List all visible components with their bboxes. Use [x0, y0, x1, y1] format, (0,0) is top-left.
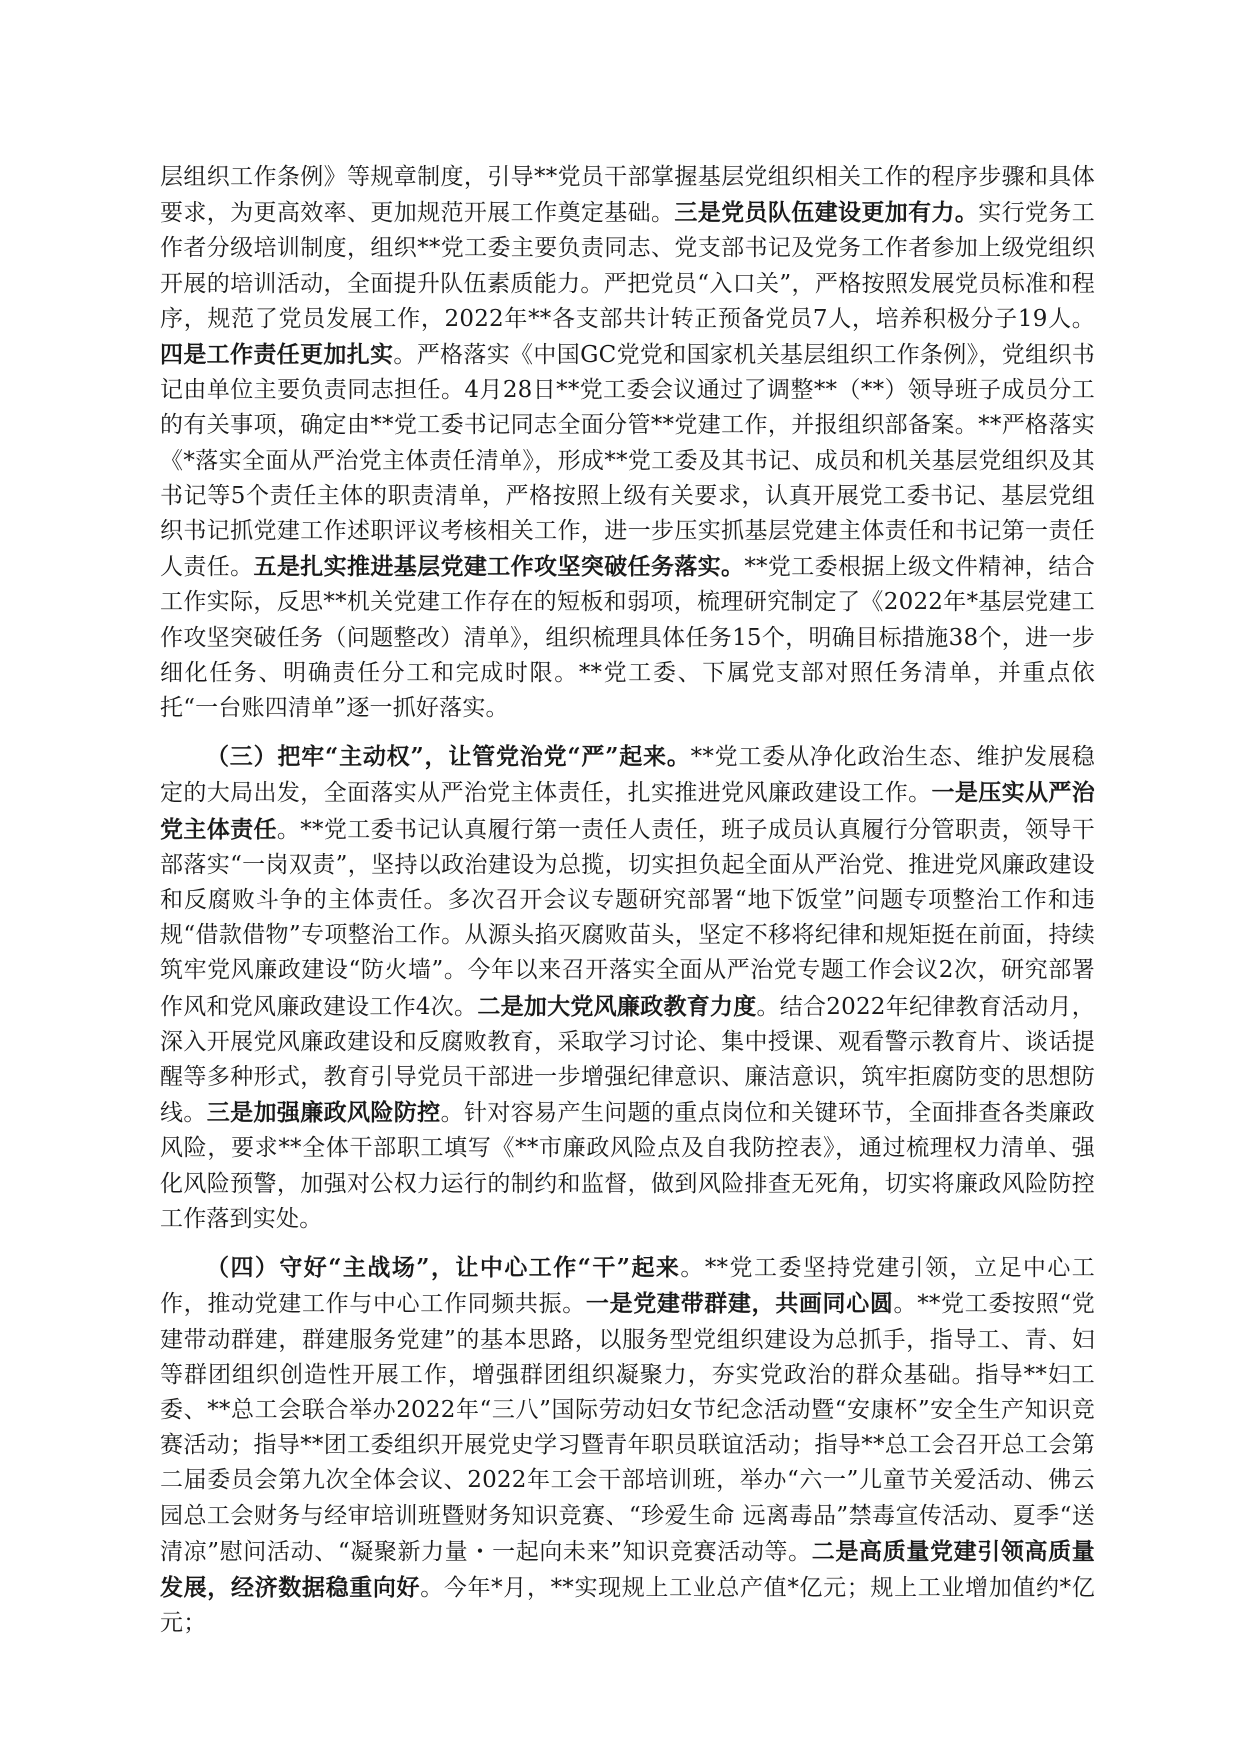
- paragraph-3: [160, 1250, 1095, 1641]
- paragraph-2-text-1: **党工委从净化政治生态、维护发展稳定的大局出发，全面落实从严治党主体责任，扎实推进党风廉政建设工作。: [160, 744, 1095, 807]
- paragraph-1-text-4: **党工委根据上级文件精神，结合工作实际，反思**机关党建工作存在的短板和弱项，梳理研究制定了《2022年*基层党建工作攻坚突破任务（问题整改）清单》，组织梳理具体任务15个，明确目标措施38个，进一步细化任务、明确责任分工和完成时限。**党工委、下属党支部对照任务清单，并重点依托“一台账四清单”逐一抓好落实。: [160, 554, 1095, 722]
- paragraph-1: [160, 160, 1095, 726]
- section-heading-4: （四）守好“主战场”，让中心工作“干”起来: [206, 1254, 681, 1282]
- paragraph-1-heading-breakthrough-tasks: 五是扎实推进基层党建工作攻坚突破任务落实。: [253, 553, 745, 581]
- paragraph-3-text-2: 。**党工委按照“党建带动群建，群建服务党建”的基本思路，以服务型党组织建设为总抓手，指导工、青、妇等群团组织创造性开展工作，增强群团组织凝聚力，夯实党政治的群众基础。指导**妇工委、**总工会联合举办2022年“三八”国际劳动妇女节纪念活动暨“安康杯”安全生产知识竞赛活动；指导**团工委组织开展党史学习暨青年职员联谊活动；指导**总工会召开总工会第二届委员会第九次全体会议、2022年工会干部培训班，举办“六一”儿童节关爱活动、佛云园总工会财务与经审培训班暨财务知识竞赛、“珍爱生命 远离毒品”禁毒宣传活动、夏季“送清凉”慰问活动、“凝聚新力量・一起向未来”知识竞赛活动等。: [160, 1291, 1095, 1565]
- paragraph-2-text-4: 。针对容易产生问题的重点岗位和关键环节，全面排查各类廉政风险，要求**全体干部职工填写《**市廉政风险点及自我防控表》，通过梳理权力清单、强化风险预警，加强对公权力运行的制约和监督，做到风险排查无死角，切实将廉政风险防控工作落到实处。: [160, 1100, 1095, 1232]
- paragraph-1-text-3: 。严格落实《中国GC党党和国家机关基层组织工作条例》，党组织书记由单位主要负责同志担任。4月28日**党工委会议通过了调整**（**）领导班子成员分工的有关事项，确定由**党工委书记同志全面分管**党建工作，并报组织部备案。**严格落实《*落实全面从严治党主体责任清单》，形成**党工委及其书记、成员和机关基层党组织及其书记等5个责任主体的职责清单，严格按照上级有关要求，认真开展党工委书记、基层党组织书记抓党建工作述职评议考核相关工作，进一步压实抓基层党建主体责任和书记第一责任人责任。: [160, 342, 1096, 581]
- paragraph-2-heading-education: 二是加大党风廉政教育力度: [477, 992, 757, 1020]
- paragraph-3-text-3: 。今年*月，**实现规上工业总产值*亿元；规上工业增加值约*亿元；: [160, 1574, 1096, 1637]
- document-page: [160, 160, 1095, 1654]
- paragraph-2-text-2: 。**党工委书记认真履行第一责任人责任，班子成员认真履行分管职责，领导干部落实“一岗双责”，坚持以政治建设为总揽，切实担负起全面从严治党、推进党风廉政建设和反腐败斗争的主体责任。多次召开会议专题研究部署“地下饭堂”问题专项整治工作和违规“借款借物”专项整治工作。从源头掐灭腐败苗头，坚定不移将纪律和规矩挺在前面，持续筑牢党风廉政建设“防火墙”。今年以来召开落实全面从严治党专题工作会议2次，研究部署作风和党风廉政建设工作4次。: [160, 816, 1096, 1020]
- paragraph-2: [160, 739, 1095, 1237]
- paragraph-3-heading-group-building: 一是党建带群建，共画同心圆: [585, 1290, 894, 1318]
- paragraph-2-text-3: 。结合2022年纪律教育活动月，深入开展党风廉政建设和反腐败教育，采取学习讨论、集中授课、观看警示教育片、谈话提醒等多种形式，教育引导党员干部进一步增强纪律意识、廉洁意识，筑牢拒腐防变的思想防线。: [160, 993, 1095, 1127]
- paragraph-1-text-2: 实行党务工作者分级培训制度，组织**党工委主要负责同志、党支部书记及党务工作者参加上级党组织开展的培训活动，全面提升队伍素质能力。严把党员“入口关”，严格按照发展党员标准和程序，规范了党员发展工作，2022年**各支部共计转正预备党员7人，培养积极分子19人。: [160, 200, 1095, 332]
- section-heading-3: （三）把牢“主动权”，让管党治党“严”起来。: [206, 743, 691, 771]
- paragraph-3-heading-development: 二是高质量党建引领高质量发展，经济数据稳重向好: [160, 1537, 1095, 1601]
- paragraph-1-text-1: 层组织工作条例》等规章制度，引导**党员干部掌握基层党组织相关工作的程序步骤和具体要求，为更高效率、更加规范开展工作奠定基础。: [160, 164, 1095, 227]
- paragraph-2-heading-risk-control: 三是加强廉政风险防控: [206, 1099, 441, 1127]
- paragraph-1-heading-party-team: 三是党员队伍建设更加有力。: [674, 199, 979, 227]
- paragraph-3-text-1: 。**党工委坚持党建引领，立足中心工作，推动党建工作与中心工作同频共振。: [160, 1255, 1095, 1318]
- paragraph-1-heading-work-responsibility: 四是工作责任更加扎实: [160, 341, 394, 369]
- paragraph-2-heading-responsibility: 一是压实从严治党主体责任: [160, 779, 1095, 843]
